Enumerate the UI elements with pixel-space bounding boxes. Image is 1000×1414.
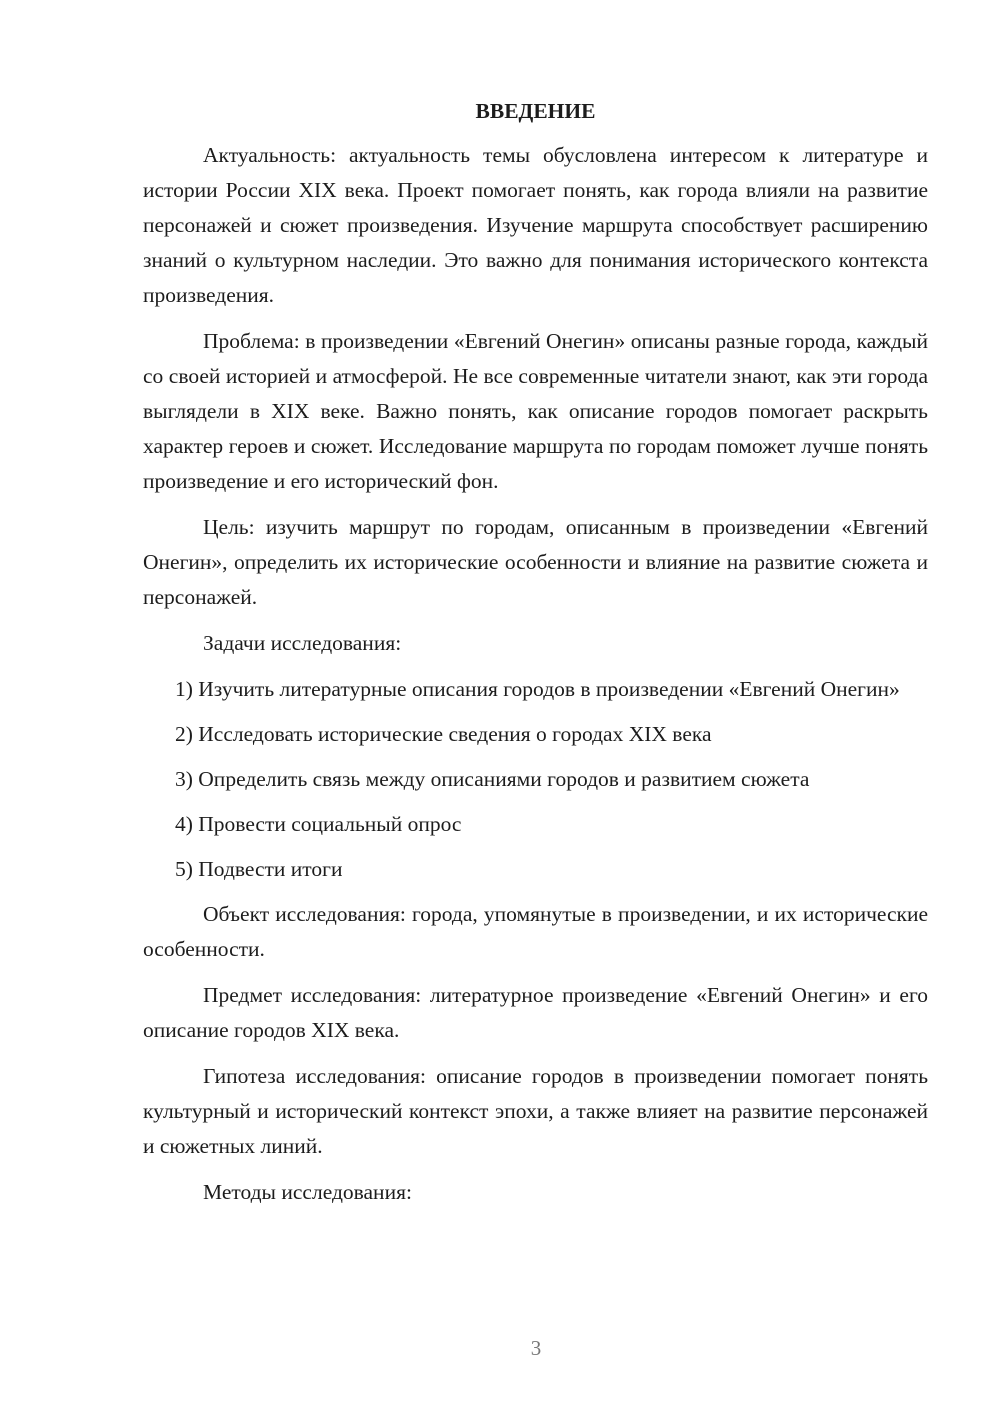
page-number: 3 — [530, 1336, 542, 1360]
relevance-paragraph: Актуальность: актуальность темы обусловлена интересом к литературе и истории России XIX века. Проект помогает понять, как города влияли на развитие персонажей и сюжет произведения. Изучение маршрута способствует расширению знаний о культурном наследии. Это важно для понимания исторического контекста произведения. — [143, 143, 928, 307]
tasks-title: Задачи исследования: — [203, 631, 402, 655]
methods-title: Методы исследования: — [203, 1180, 412, 1204]
subject-paragraph: Предмет исследования: литературное произведение «Евгений Онегин» и его описание городов XIX века. — [143, 983, 928, 1042]
object-paragraph: Объект исследования: города, упомянутые в произведении, и их исторические особенности. — [143, 902, 928, 961]
goal-paragraph: Цель: изучить маршрут по городам, описанным в произведении «Евгений Онегин», определить их исторические особенности и влияние на развитие сюжета и персонажей. — [143, 515, 928, 609]
task-item: 1) Изучить литературные описания городов в произведении «Евгений Онегин» — [175, 677, 900, 701]
problem-paragraph: Проблема: в произведении «Евгений Онегин» описаны разные города, каждый со своей историей и атмосферой. Не все современные читатели знают, как эти города выглядели в XIX веке. Важно понять, как описание городов помогает раскрыть характер героев и сюжет. Исследование маршрута по городам поможет лучше понять произведение и его исторический фон. — [143, 329, 928, 493]
task-item: 5) Подвести итоги — [175, 857, 343, 881]
section-heading: ВВЕДЕНИЕ — [475, 99, 596, 123]
hypothesis-paragraph: Гипотеза исследования: описание городов в произведении помогает понять культурный и исторический контекст эпохи, а также влияет на развитие персонажей и сюжетных линий. — [143, 1064, 928, 1158]
task-item: 4) Провести социальный опрос — [175, 812, 462, 836]
task-item: 3) Определить связь между описаниями городов и развитием сюжета — [175, 767, 810, 791]
task-item: 2) Исследовать исторические сведения о городах XIX века — [175, 722, 712, 746]
document-page — [143, 96, 928, 1221]
